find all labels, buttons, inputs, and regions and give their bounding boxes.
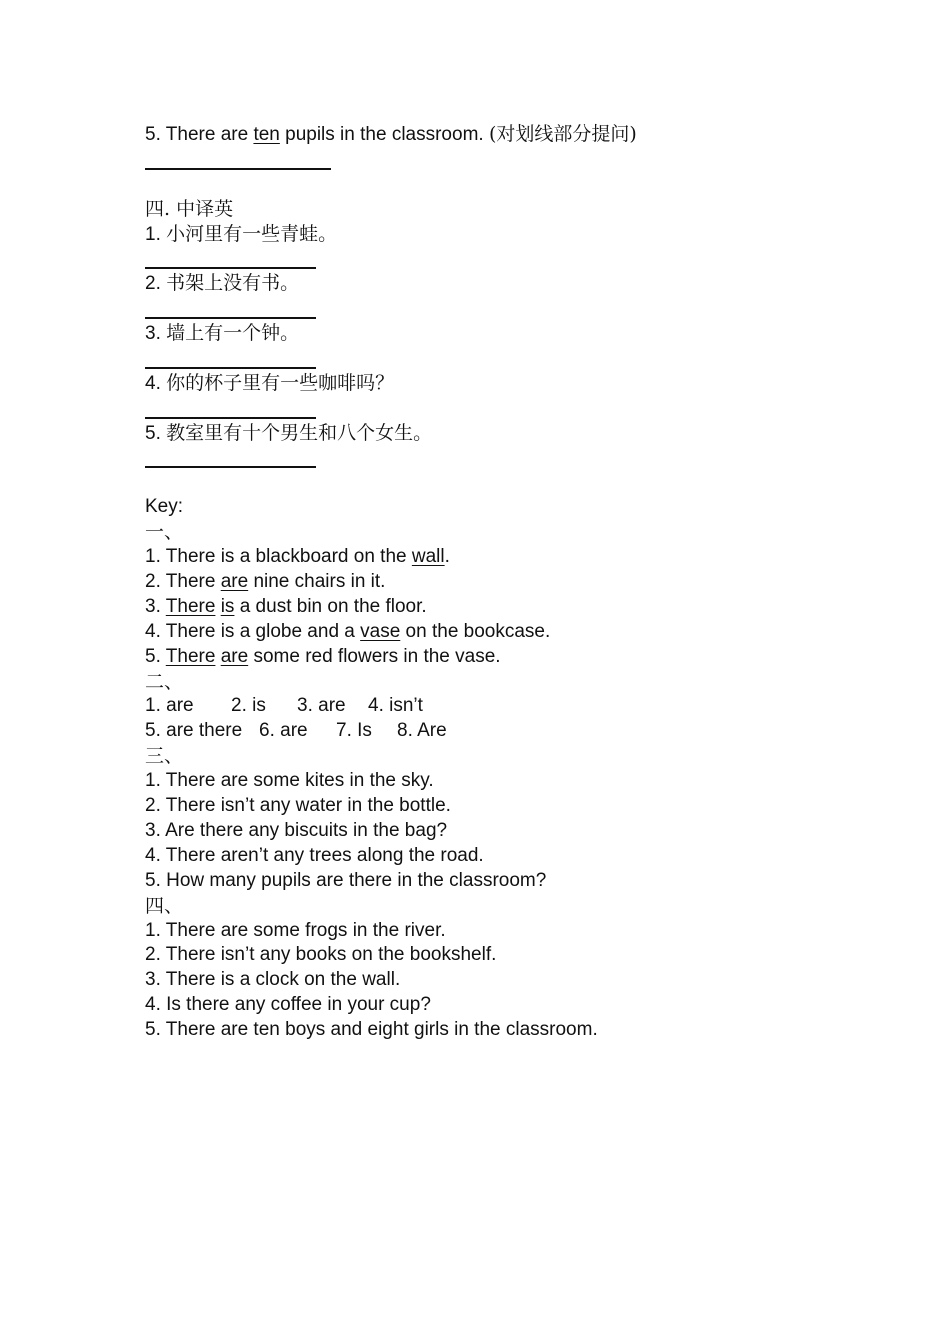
answer-blank[interactable] — [145, 396, 845, 421]
instruction-note: (对划线部分提问) — [488, 123, 637, 145]
answer-blank[interactable] — [145, 147, 845, 172]
key-3-line-5: 5. How many pupils are there in the classroom? — [145, 869, 547, 891]
key-3-line-3: 3. Are there any biscuits in the bag? — [145, 819, 448, 841]
key-part-3-heading: 三、 — [145, 745, 184, 768]
key-3-line-2: 2. There isn’t any water in the bottle. — [145, 795, 451, 817]
translation-item-2: 2. 书架上没有书。 — [145, 272, 300, 295]
key-1-line-3: 3. There is a dust bin on the floor. — [145, 595, 427, 617]
translation-item-1: 1. 小河里有一些青蛙。 — [145, 222, 338, 245]
answer-blank[interactable] — [145, 446, 845, 471]
section-title: 四. 中译英 — [145, 197, 234, 220]
key-4-line-5: 5. There are ten boys and eight girls in the classroom. — [145, 1019, 598, 1041]
key-part-4-heading: 四、 — [145, 894, 184, 917]
key-part-2-heading: 二、 — [145, 670, 184, 693]
translation-item-4: 4. 你的杯子里有一些咖啡吗？ — [145, 371, 395, 394]
answer-blank[interactable] — [145, 346, 845, 371]
key-1-line-2: 2. There are nine chairs in it. — [145, 571, 386, 593]
key-part-1-heading: 一、 — [145, 521, 184, 544]
answer-blank[interactable] — [145, 246, 845, 271]
translation-item-5: 5. 教室里有十个男生和八个女生。 — [145, 421, 433, 444]
key-3-line-1: 1. There are some kites in the sky. — [145, 770, 434, 792]
key-4-line-2: 2. There isn’t any books on the bookshelf. — [145, 944, 497, 966]
key-2-row-1: 1. are 2. is 3. are 4. isn’t — [145, 695, 423, 717]
key-2-row-2: 5. are there 6. are 7. Is 8. Are — [145, 720, 447, 742]
translation-item-3: 3. 墙上有一个钟。 — [145, 322, 300, 345]
key-1-line-4: 4. There is a globe and a vase on the bookcase. — [145, 620, 551, 642]
underlined-word: ten — [253, 124, 280, 145]
q3-item-5: 5. There are ten pupils in the classroom. (对划线部分提问) — [145, 123, 637, 145]
key-1-line-5: 5. There are some red flowers in the vase. — [145, 645, 501, 667]
key-4-line-3: 3. There is a clock on the wall. — [145, 969, 401, 991]
worksheet-page — [145, 122, 845, 1043]
key-4-line-1: 1. There are some frogs in the river. — [145, 919, 446, 941]
key-3-line-4: 4. There aren’t any trees along the road. — [145, 844, 484, 866]
key-label: Key: — [145, 496, 184, 518]
key-1-line-1: 1. There is a blackboard on the wall. — [145, 546, 450, 568]
key-4-line-4: 4. Is there any coffee in your cup? — [145, 994, 431, 1016]
answer-blank[interactable] — [145, 296, 845, 321]
